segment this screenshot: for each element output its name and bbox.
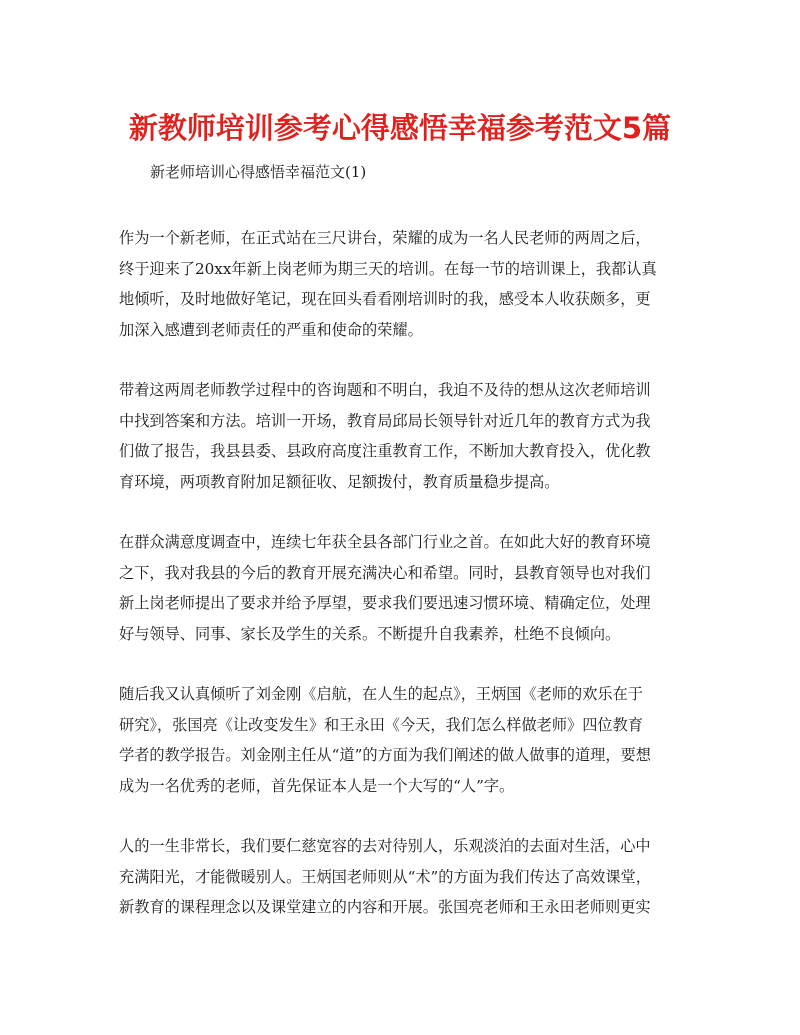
paragraph-1 xyxy=(119,223,684,345)
paragraph-line: 人的一生非常长，我们要仁慈宽容的去对待别人，乐观淡泊的去面对生活，心中 xyxy=(119,837,651,855)
paragraph-line: 学者的教学报告。刘金刚主任从“道”的方面为我们阐述的做人做事的道理，要想 xyxy=(119,746,651,764)
document-subtitle: 新老师培训心得感悟幸福范文(1) xyxy=(150,163,367,181)
paragraph-2 xyxy=(119,375,684,497)
paragraph-line: 好与领导、同事、家长及学生的关系。不断提升自我素养，杜绝不良倾向。 xyxy=(119,624,621,643)
paragraph-line: 地倾听，及时地做好笔记，现在回头看看刚培训时的我，感受本人收获颇多，更 xyxy=(119,290,651,308)
paragraph-5 xyxy=(119,831,684,923)
paragraph-line: 加深入感遭到老师责任的严重和使命的荣耀。 xyxy=(119,320,423,339)
paragraph-line: 作为一个新老师，在正式站在三尺讲台，荣耀的成为一名人民老师的两周之后， xyxy=(119,229,651,247)
paragraph-line: 终于迎来了20xx年新上岗老师为期三天的培训。在每一节的培训课上，我都认真 xyxy=(119,259,657,278)
paragraph-line: 成为一名优秀的老师，首先保证本人是一个大写的“人”字。 xyxy=(119,776,515,795)
paragraph-line: 研究》，张国亮《让改变发生》和王永田《今天，我们怎么样做老师》四位教育 xyxy=(119,715,643,734)
paragraph-line: 中找到答案和方法。培训一开场，教育局邱局长领导针对近几年的教育方式为我 xyxy=(119,411,651,430)
paragraph-3 xyxy=(119,527,684,649)
paragraph-4 xyxy=(119,679,684,801)
paragraph-line: 新上岗老师提出了要求并给予厚望，要求我们要迅速习惯环境、精确定位，处理 xyxy=(119,594,651,612)
paragraph-line: 们做了报告，我县县委、县政府高度注重教育工作，不断加大教育投入，优化教 xyxy=(119,442,651,460)
paragraph-line: 之下，我对我县的今后的教育开展充满决心和希望。同时，县教育领导也对我们 xyxy=(119,563,651,582)
paragraph-line: 育环境，两项教育附加足额征收、足额拨付，教育质量稳步提高。 xyxy=(119,472,560,491)
document-title: 新教师培训参考心得感悟幸福参考范文5篇 xyxy=(128,111,672,145)
paragraph-line: 在群众满意度调查中，连续七年获全县各部门行业之首。在如此大好的教育环境 xyxy=(119,533,651,551)
paragraph-line: 充满阳光，才能微暖别人。王炳国老师则从“术”的方面为我们传达了高效课堂， xyxy=(119,867,651,886)
paragraph-line: 随后我又认真倾听了刘金刚《启航，在人生的起点》，王炳国《老师的欢乐在于 xyxy=(119,685,643,703)
paragraph-line: 新教育的课程理念以及课堂建立的内容和开展。张国亮老师和王永田老师则更实 xyxy=(119,898,651,916)
paragraph-line: 带着这两周老师教学过程中的咨询题和不明白，我迫不及待的想从这次老师培训 xyxy=(119,381,651,399)
